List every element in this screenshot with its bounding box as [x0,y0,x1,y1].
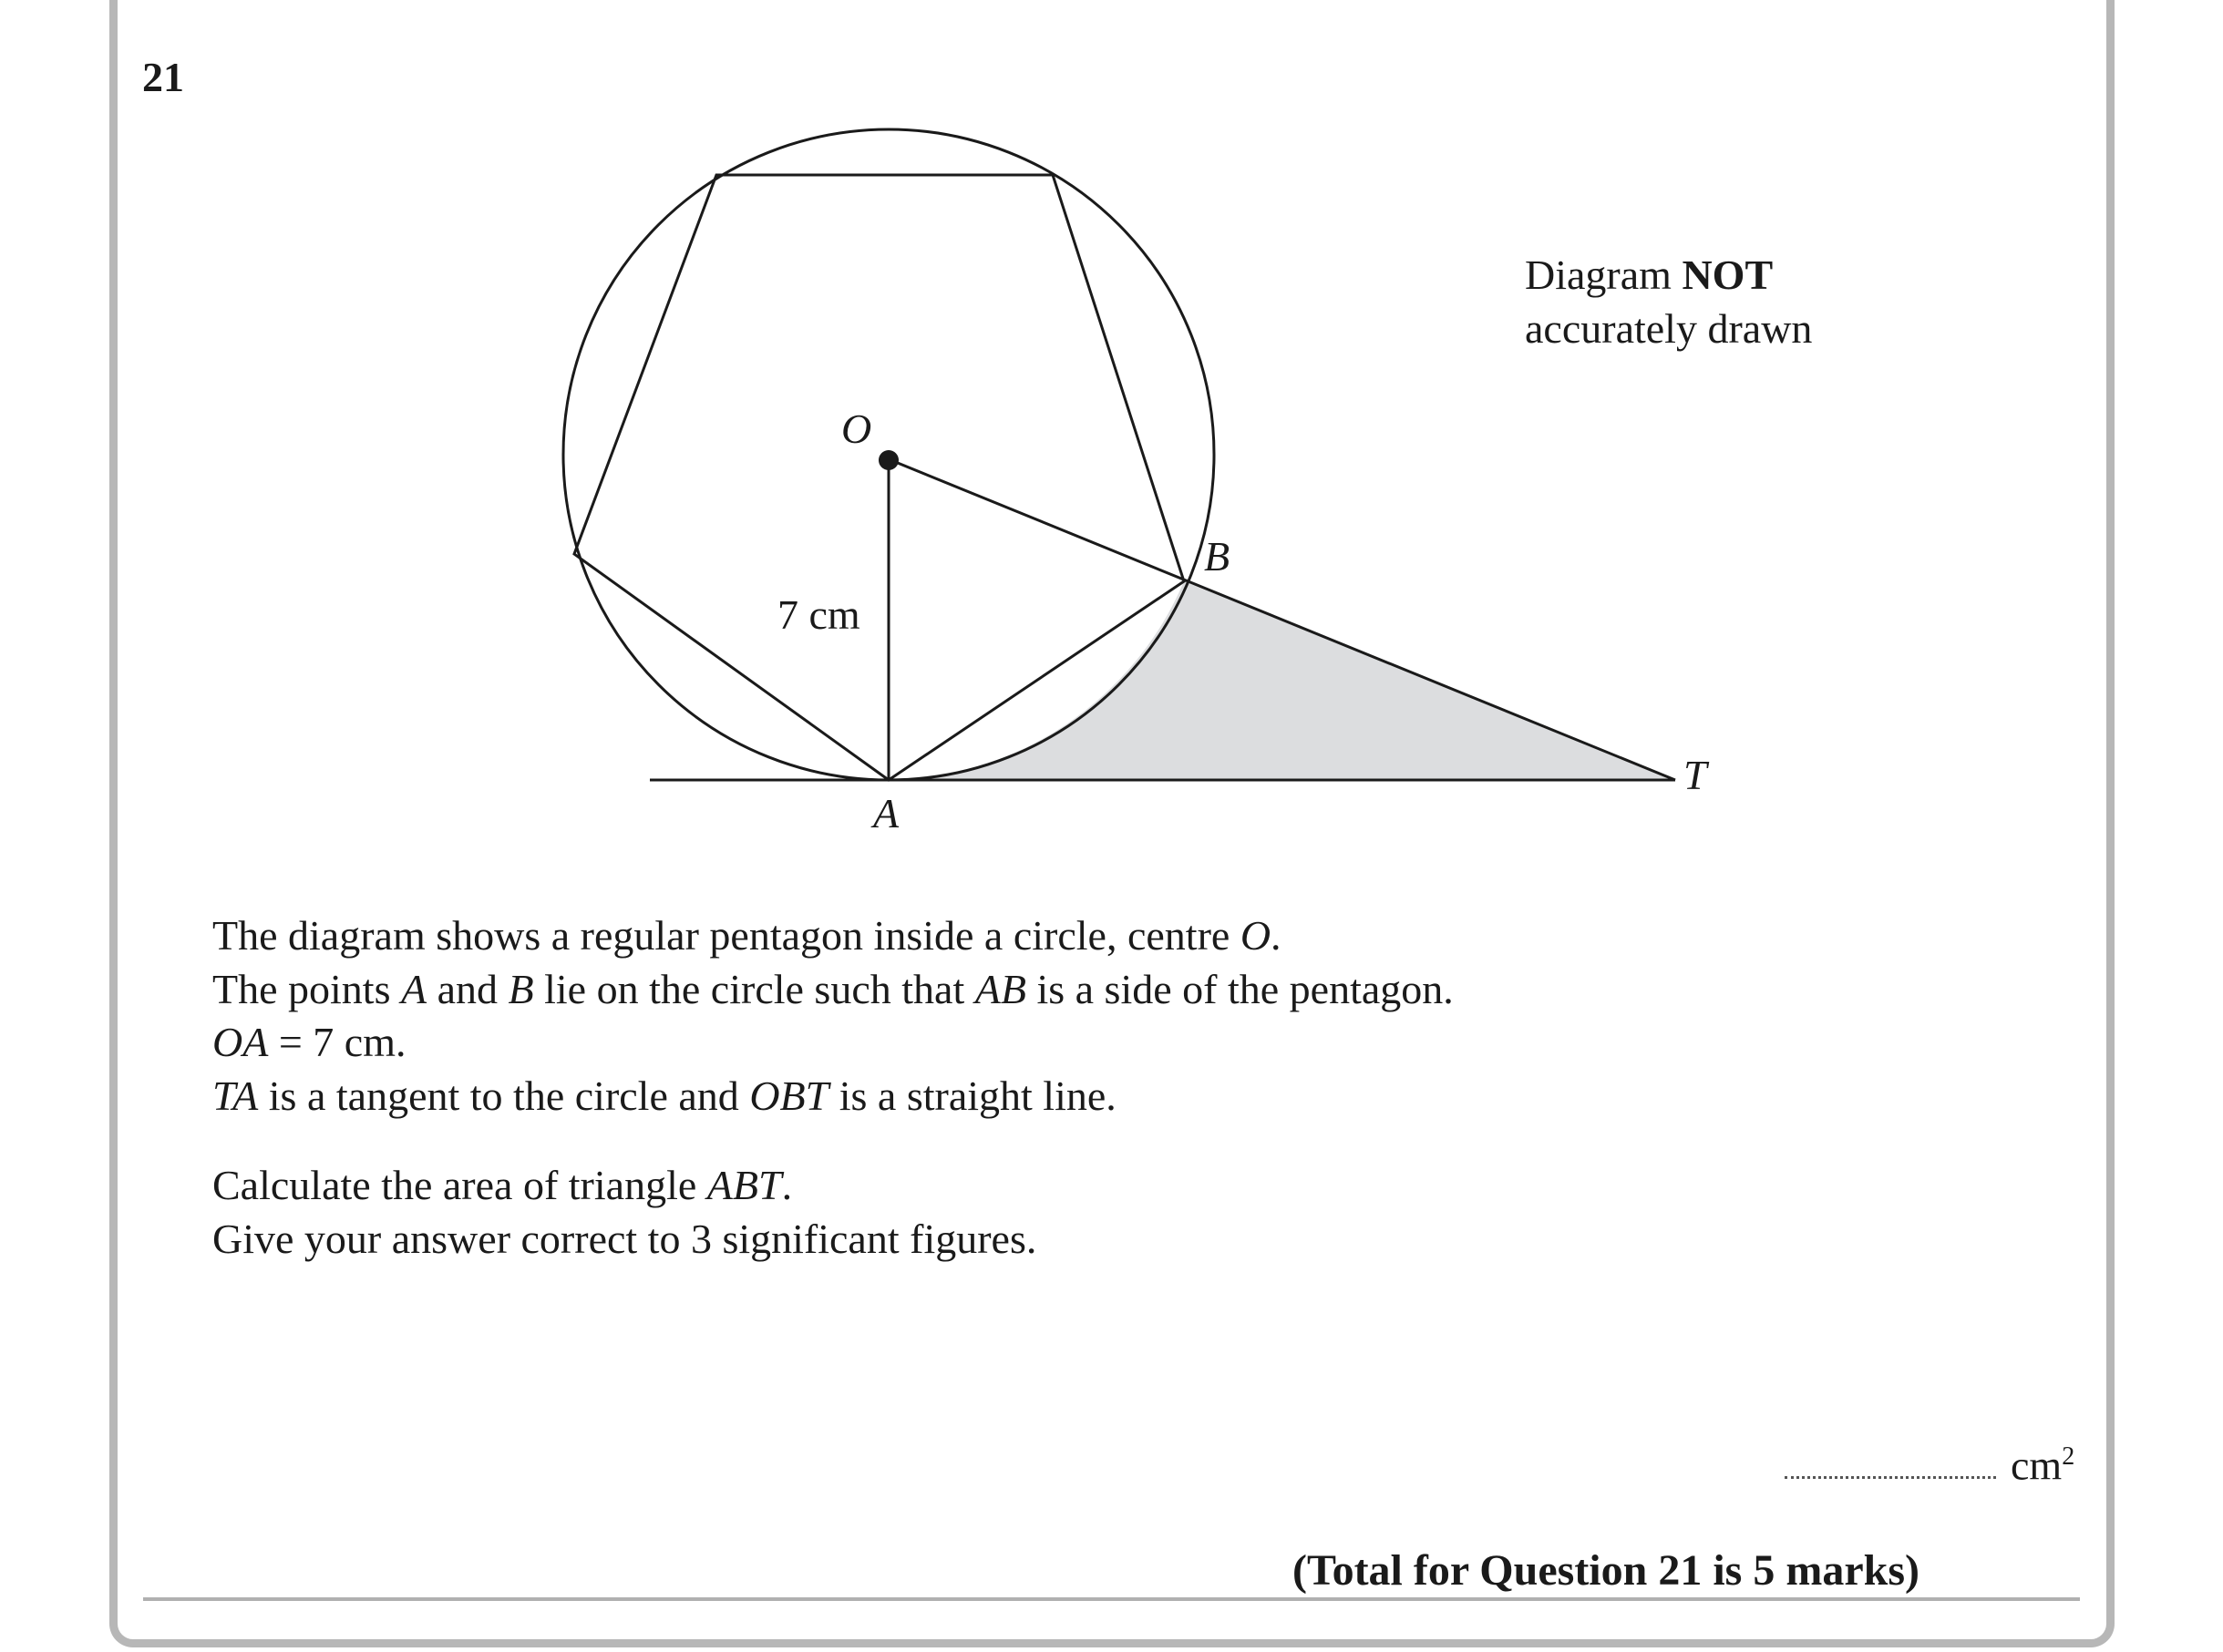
total-marks: (Total for Question 21 is 5 marks) [1292,1546,1919,1595]
diagram-note-text: Diagram [1525,251,1683,298]
text-segment-italic: AB [974,965,1026,1012]
question-number: 21 [142,54,184,100]
answer-unit: cm [2011,1442,2063,1489]
paragraph-gap [212,1123,1454,1159]
text-segment: . [1271,912,1281,959]
regular-pentagon [574,175,1184,780]
text-line-2 [212,963,1454,1017]
text-segment-italic: OA [212,1019,269,1065]
text-line-4 [212,1070,1454,1124]
label-O: O [841,405,872,452]
answer-line[interactable] [1785,1442,2075,1489]
text-segment: is a tangent to the circle and [258,1072,750,1119]
question-text [212,909,1454,1266]
label-A: A [873,790,900,836]
answer-dotted-line[interactable] [1785,1476,1996,1479]
answer-unit-power: 2 [2062,1442,2075,1471]
shaded-region [889,581,1675,780]
text-segment: is a side of the pentagon. [1025,965,1454,1012]
text-segment-italic: O [1240,912,1271,959]
text-segment-italic: TA [212,1072,259,1119]
diagram-note-bold: NOT [1682,251,1774,298]
text-line-5 [212,1159,1454,1213]
text-segment: Calculate the area of triangle [212,1162,707,1208]
text-segment: and [427,965,509,1012]
text-segment-italic: ABT [706,1162,782,1208]
text-segment: The diagram shows a regular pentagon inside a circle, centre [212,912,1240,959]
text-line-3 [212,1016,1454,1070]
diagram-note [1525,248,1812,355]
text-segment-italic: A [400,965,427,1012]
text-segment-italic: OBT [749,1072,829,1119]
text-line-6: Give your answer correct to 3 significant figures. [212,1215,1037,1262]
centre-point [879,450,899,470]
text-segment: lie on the circle such that [533,965,975,1012]
text-segment: is a straight line. [828,1072,1117,1119]
text-segment: . [781,1162,793,1208]
text-segment: The points [212,965,401,1012]
label-T: T [1683,752,1707,798]
text-segment: = 7 cm. [268,1019,407,1065]
text-segment-italic: B [508,965,534,1012]
radius-label: 7 cm [777,591,860,638]
text-line-1 [212,909,1454,963]
label-B: B [1204,533,1230,580]
diagram-note-line2: accurately drawn [1525,305,1813,352]
divider-rule [143,1597,2080,1601]
